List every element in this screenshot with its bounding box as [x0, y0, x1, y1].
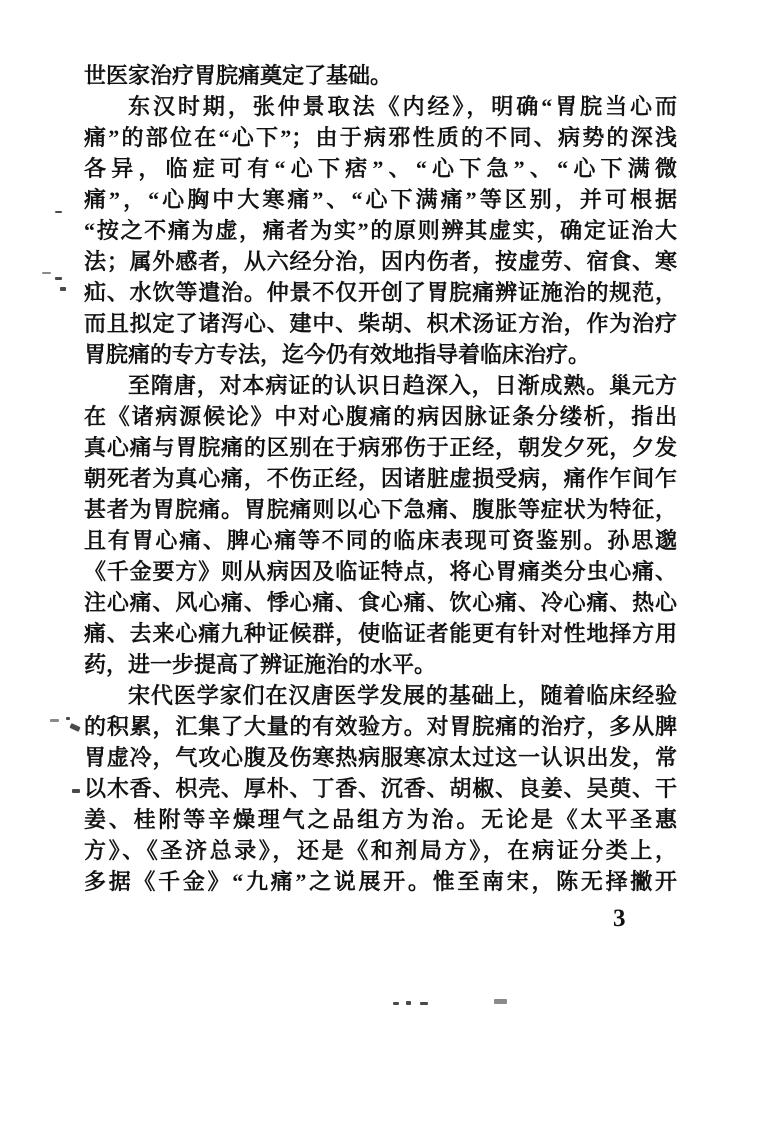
text-line: 痛”，“心胸中大寒痛”、“心下满痛”等区别，并可根据	[84, 187, 677, 212]
text-line: 注心痛、风心痛、悸心痛、食心痛、饮心痛、冷心痛、热心	[84, 590, 677, 615]
scan-speck	[60, 287, 66, 291]
scan-speck	[406, 1001, 411, 1005]
text-line: 宋代医学家们在汉唐医学发展的基础上，随着临床经验	[128, 683, 677, 708]
text-line: 而且拟定了诸泻心、建中、柴胡、枳术汤证方治，作为治疗	[84, 311, 677, 336]
body-text	[84, 60, 677, 897]
scan-speck	[66, 717, 70, 720]
scan-speck	[69, 723, 80, 732]
text-line: 朝死者为真心痛，不伤正经，因诸脏虚损受病，痛作乍间乍	[84, 466, 677, 491]
text-line: 《千金要方》则从病因及临证特点，将心胃痛类分虫心痛、	[84, 559, 677, 584]
text-line: 的积累，汇集了大量的有效验方。对胃脘痛的治疗，多从脾	[84, 714, 677, 739]
text-line: 胃虚冷，气攻心腹及伤寒热病服寒凉太过这一认识出发，常	[84, 745, 677, 770]
text-line: 真心痛与胃脘痛的区别在于病邪伤于正经，朝发夕死，夕发	[84, 435, 677, 460]
scan-speck	[55, 211, 62, 213]
text-line: 痛”的部位在“心下”；由于病邪性质的不同、病势的深浅	[84, 125, 677, 150]
text-line: 甚者为胃脘痛。胃脘痛则以心下急痛、腹胀等症状为特征，	[84, 497, 677, 522]
text-line: 法；属外感者，从六经分治，因内伤者，按虚劳、宿食、寒	[84, 249, 677, 274]
text-line: 疝、水饮等遣治。仲景不仅开创了胃脘痛辨证施治的规范，	[84, 280, 677, 305]
text-line: 姜、桂附等辛燥理气之品组方为治。无论是《太平圣惠	[84, 807, 677, 832]
text-line: 东汉时期，张仲景取法《内经》，明确“胃脘当心而	[128, 94, 677, 119]
text-line: 在《诸病源候论》中对心腹痛的病因脉证条分缕析，指出	[84, 404, 677, 429]
scan-speck	[42, 272, 51, 274]
scan-speck	[393, 1002, 399, 1005]
text-line: 且有胃心痛、脾心痛等不同的临床表现可资鉴别。孙思邈	[84, 528, 677, 553]
text-line: 药，进一步提高了辨证施治的水平。	[84, 652, 437, 677]
text-line: 各异，临症可有“心下痞”、“心下急”、“心下满微	[84, 156, 677, 181]
scan-speck	[50, 719, 59, 722]
scan-speck	[494, 999, 507, 1004]
text-line: 多据《千金》“九痛”之说展开。惟至南宋，陈无择撇开	[84, 869, 677, 894]
text-line: 方》、《圣济总录》，还是《和剂局方》，在病证分类上，	[84, 838, 677, 863]
text-line: “按之不痛为虚，痛者为实”的原则辨其虚实，确定证治大	[84, 218, 677, 243]
scan-speck	[55, 277, 62, 280]
scan-speck	[420, 1002, 428, 1005]
text-line: 以木香、枳壳、厚朴、丁香、沉香、胡椒、良姜、吴萸、干	[84, 776, 677, 801]
text-line: 胃脘痛的专方专法，迄今仍有效地指导着临床治疗。	[84, 342, 591, 367]
text-line: 至隋唐，对本病证的认识日趋深入，日渐成熟。巢元方	[128, 373, 677, 398]
text-line: 痛、去来心痛九种证候群，使临证者能更有针对性地择方用	[84, 621, 677, 646]
page-number: 3	[613, 905, 626, 932]
scan-speck	[72, 789, 80, 793]
text-line: 世医家治疗胃脘痛奠定了基础。	[84, 63, 393, 88]
